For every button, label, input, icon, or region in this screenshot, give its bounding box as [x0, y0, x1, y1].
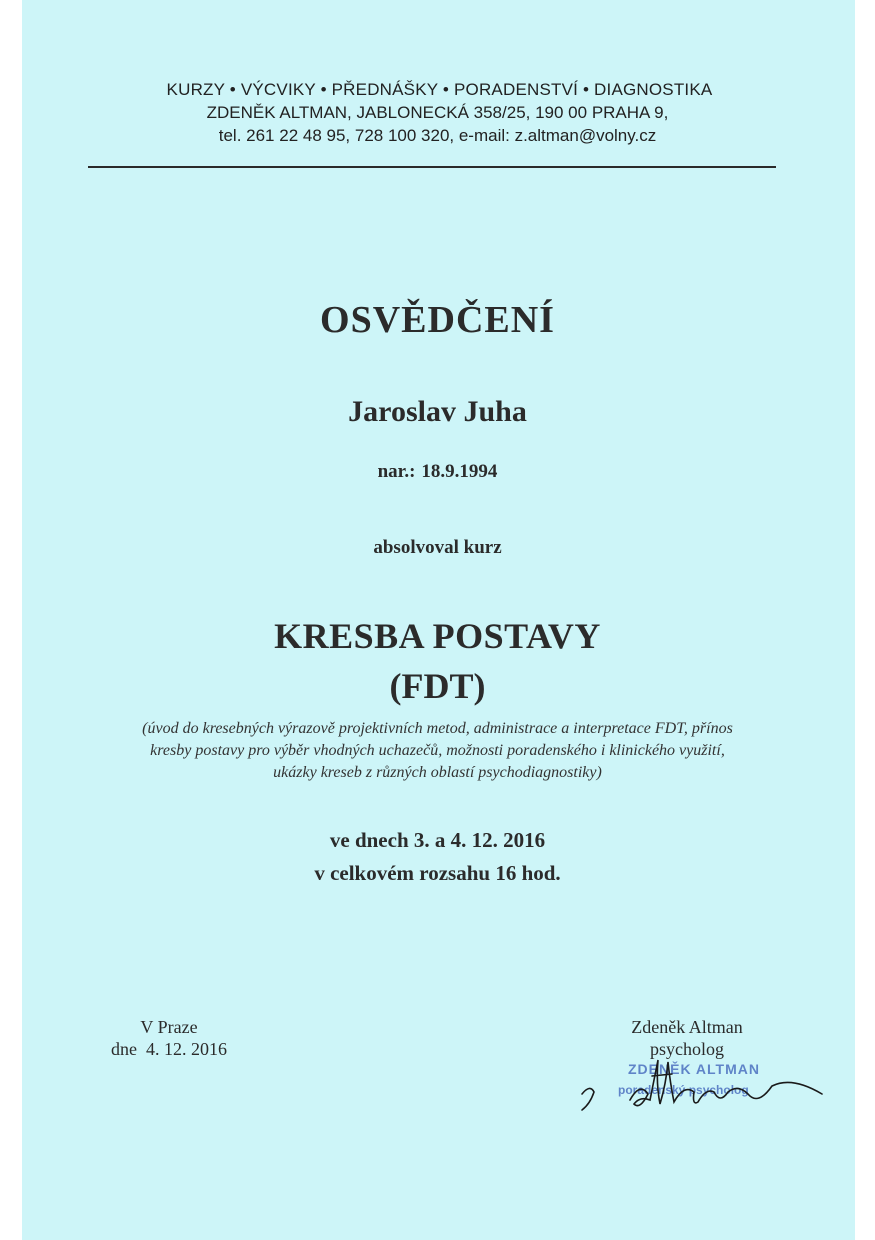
stamp-and-signature — [568, 1050, 858, 1130]
birth-label: nar.: — [377, 461, 416, 482]
description-line: kresby postavy pro výběr vhodných uchazečů, možnosti poradenského i klinického využití, — [150, 742, 725, 759]
signer-name: Zdeněk Altman — [631, 1017, 743, 1037]
course-abbreviation: (FDT) — [389, 666, 486, 706]
stamp-image — [618, 1060, 760, 1097]
signer-role: psycholog — [650, 1039, 724, 1059]
header-address: ZDENĚK ALTMAN, JABLONECKÁ 358/25, 190 00 PRAHA 9, — [206, 103, 669, 122]
course-description — [60, 718, 815, 784]
description-line: (úvod do kresebných výrazově projektivních metod, administrace a interpretace FDT, přínos — [142, 720, 733, 737]
header-contact: tel. 261 22 48 95, 728 100 320, e-mail: z.altman@volny.cz — [218, 126, 657, 145]
birth-info — [0, 461, 875, 483]
issue-date: dne 4. 12. 2016 — [111, 1039, 227, 1059]
header-divider — [88, 166, 776, 168]
course-scope: v celkovém rozsahu 16 hod. — [314, 861, 561, 885]
svg-text:ZDENĚK ALTMAN: ZDENĚK ALTMAN — [628, 1061, 760, 1077]
certificate-title: OSVĚDČENÍ — [320, 299, 555, 341]
recipient-name: Jaroslav Juha — [348, 395, 527, 428]
birth-date: 18.9.1994 — [421, 461, 498, 482]
course-title: KRESBA POSTAVY — [274, 616, 601, 656]
course-dates: ve dnech 3. a 4. 12. 2016 — [329, 828, 546, 852]
header-services: KURZY • VÝCVIKY • PŘEDNÁŠKY • PORADENSTVÍ • DIAGNOSTIKA — [166, 80, 713, 99]
issue-place: V Praze — [140, 1017, 198, 1037]
issue-place-date — [94, 1016, 244, 1060]
svg-text:poradenský psycholog: poradenský psycholog — [618, 1083, 749, 1097]
description-line: ukázky kreseb z různých oblastí psychodiagnostiky) — [273, 764, 602, 781]
completed-text: absolvoval kurz — [373, 537, 502, 558]
